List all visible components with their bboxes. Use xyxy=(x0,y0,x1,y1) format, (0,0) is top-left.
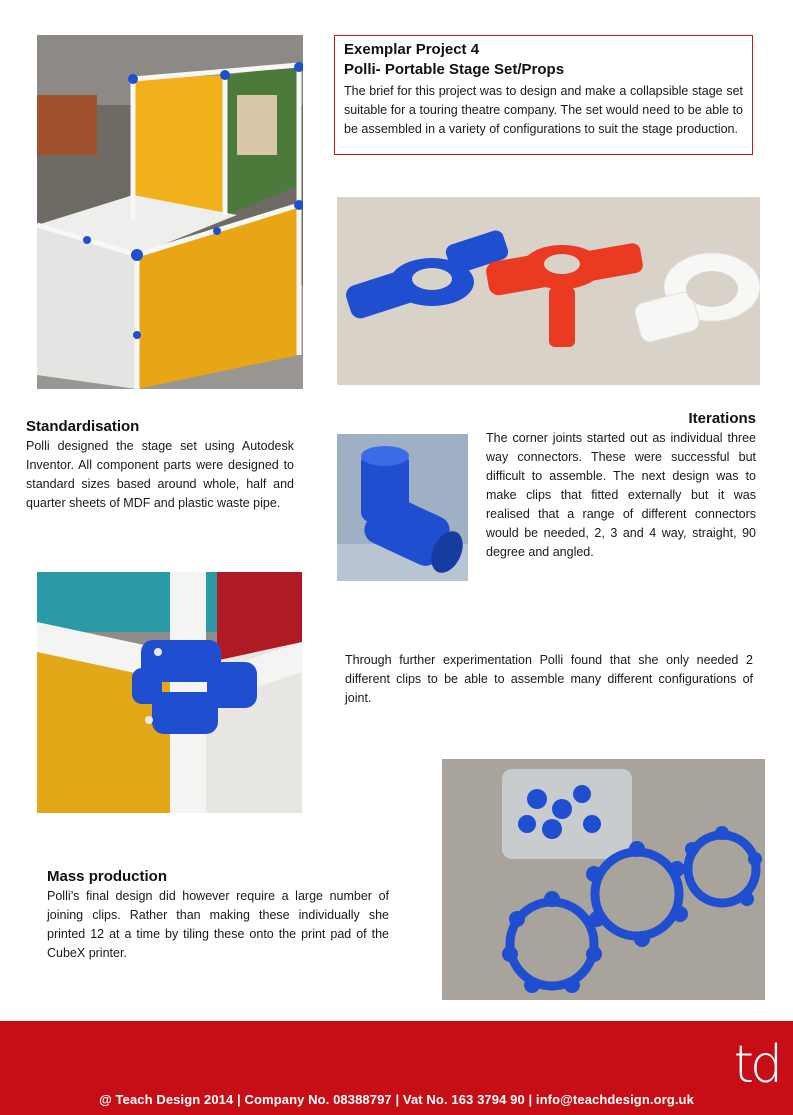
elbow-connector-photo xyxy=(337,434,468,581)
stage-set-photo xyxy=(37,35,303,389)
standardisation-text: Polli designed the stage set using Autodesk Inventor. All component parts were designed to standard sizes based around whole, half and quarter sheets of MDF and plastic waste pipe. xyxy=(26,439,294,510)
project-brief: The brief for this project was to design and make a collapsible stage set suitable for a touring theatre company. The set would need to be able to be assembled in a variety of configurations to suit the stage production. xyxy=(344,84,743,136)
clip-rings-photo xyxy=(442,759,765,1000)
iterations-section xyxy=(486,410,756,562)
iterations-text: The corner joints started out as individual three way connectors. These were successful but difficult to assemble. The next design was to make clips that fitted externally but it was realised that a range of different connectors would be needed, 2, 3 and 4 way, straight, 90 degree and angled. xyxy=(486,431,756,559)
standardisation-section xyxy=(26,418,294,513)
corner-joint-photo xyxy=(37,572,302,813)
teach-design-logo: td xyxy=(733,1035,779,1095)
project-title: Polli- Portable Stage Set/Props xyxy=(344,61,565,78)
iterations-heading: Iterations xyxy=(688,410,756,427)
footer-contact-text: @ Teach Design 2014 | Company No. 08388797 | Vat No. 163 3794 90 | info@teachdesign.org.uk xyxy=(99,1092,694,1107)
footer-bar xyxy=(0,1021,793,1115)
project-label: Exemplar Project 4 xyxy=(344,41,480,58)
mass-production-section xyxy=(47,868,389,963)
mass-production-text: Polli’s final design did however require a large number of joining clips. Rather than making these individually she printed 12 at a time by tiling these onto the print pad of the CubeX printer. xyxy=(47,889,389,960)
standardisation-heading: Standardisation xyxy=(26,418,140,435)
experimentation-text: Through further experimentation Polli found that she only needed 2 different clips to be able to assemble many different configurations of joint. xyxy=(345,653,753,705)
mass-production-heading: Mass production xyxy=(47,868,168,885)
experimentation-section xyxy=(345,651,753,708)
project-title-box xyxy=(334,35,753,155)
clips-photo xyxy=(337,197,760,385)
